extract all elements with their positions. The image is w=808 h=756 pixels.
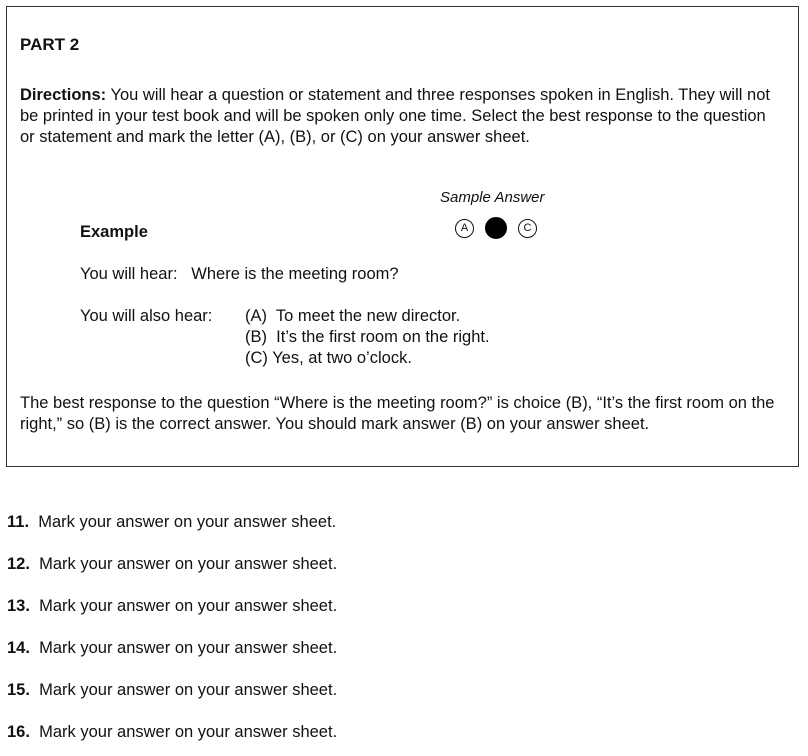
question-text: Mark your answer on your answer sheet.	[39, 597, 338, 615]
explanation-paragraph: The best response to the question “Where is the meeting room?” is choice (B), “It’s the first room on the right,” so (B) is the correct answer. You should mark answer (B) on your answer sheet.	[20, 394, 775, 433]
question-number: 12.	[7, 555, 30, 573]
option-b: (B) It’s the first room on the right.	[245, 328, 490, 346]
option-a: (A) To meet the new director.	[245, 307, 461, 325]
directions-box	[6, 6, 799, 467]
directions-label: Directions:	[20, 86, 107, 104]
question-number: 16.	[7, 723, 30, 741]
directions-paragraph	[20, 85, 780, 148]
option-c: (C) Yes, at two o’clock.	[245, 349, 412, 367]
bubble-a-icon: A	[455, 219, 474, 238]
question-item	[7, 555, 337, 574]
sample-answer-bubbles	[455, 217, 537, 239]
question-item	[7, 723, 337, 742]
sample-answer-label: Sample Answer	[440, 189, 545, 206]
question-number: 11.	[7, 513, 30, 531]
directions-text: You will hear a question or statement and three responses spoken in English. They will not be printed in your test book and will be spoken only one time. Select the best response to the question or statement and mark the letter (A), (B), or (C) on your answer sheet.	[20, 86, 770, 146]
question-item	[7, 513, 336, 532]
question-item	[7, 681, 337, 700]
question-item	[7, 639, 337, 658]
question-number: 14.	[7, 639, 30, 657]
question-number: 13.	[7, 597, 30, 615]
question-number: 15.	[7, 681, 30, 699]
bubble-c-icon: C	[518, 219, 537, 238]
you-will-hear-line: You will hear: Where is the meeting room?	[80, 265, 399, 283]
question-text: Mark your answer on your answer sheet.	[39, 555, 338, 573]
question-text: Mark your answer on your answer sheet.	[38, 513, 337, 531]
question-text: Mark your answer on your answer sheet.	[39, 681, 338, 699]
example-label: Example	[80, 223, 148, 241]
bubble-b-filled-icon	[485, 217, 507, 239]
question-text: Mark your answer on your answer sheet.	[39, 639, 338, 657]
you-will-also-hear-label: You will also hear:	[80, 307, 213, 325]
question-item	[7, 597, 337, 616]
question-text: Mark your answer on your answer sheet.	[39, 723, 338, 741]
part-title: PART 2	[20, 35, 80, 54]
